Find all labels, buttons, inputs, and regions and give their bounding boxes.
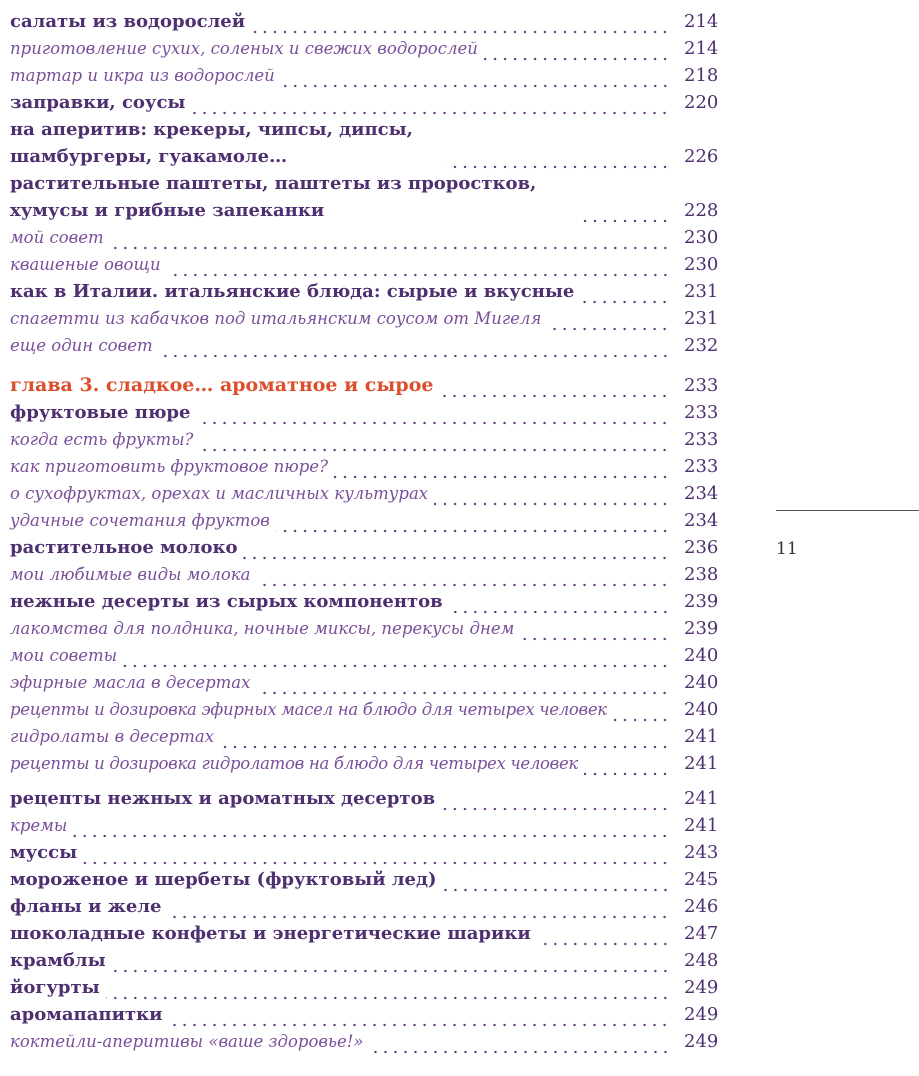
entry-page: 241 xyxy=(684,788,719,809)
dot-leader xyxy=(441,792,670,812)
entry-title: мой совет xyxy=(10,228,104,247)
entry-title: квашеные овощи xyxy=(10,255,161,274)
entry-title: йогурты xyxy=(10,977,100,998)
dot-leader xyxy=(334,460,670,480)
entry-title: фруктовые пюре xyxy=(10,402,191,423)
entry-page: 241 xyxy=(684,753,719,774)
table-of-contents xyxy=(10,8,718,1055)
entry-title: кремы xyxy=(10,816,68,835)
entry-page: 238 xyxy=(684,564,719,585)
entry-title: когда есть фрукты? xyxy=(10,430,194,449)
entry-title: фланы и желе xyxy=(10,896,162,917)
entry-page: 233 xyxy=(684,402,719,423)
toc-entry xyxy=(10,588,718,615)
toc-entry xyxy=(10,89,718,116)
toc-entry xyxy=(10,8,718,35)
entry-page: 247 xyxy=(684,923,719,944)
entry-page: 245 xyxy=(684,869,719,890)
toc-entry xyxy=(10,893,718,920)
dot-leader xyxy=(83,846,670,866)
dot-leader xyxy=(434,487,670,507)
entry-title: гидролаты в десертах xyxy=(10,727,215,746)
entry-title: аромапапитки xyxy=(10,1004,163,1025)
toc-entry xyxy=(10,561,718,588)
entry-page: 230 xyxy=(684,254,719,275)
dot-leader xyxy=(484,42,670,62)
toc-entry xyxy=(10,1001,718,1028)
toc-entry xyxy=(10,785,718,812)
dot-leader xyxy=(520,622,670,642)
dot-leader xyxy=(220,730,670,750)
entry-page: 233 xyxy=(684,375,719,396)
toc-entry xyxy=(10,480,718,507)
entry-title: мои любимые виды молока xyxy=(10,565,251,584)
dot-leader xyxy=(446,150,670,170)
toc-entry xyxy=(10,750,718,777)
entry-page: 249 xyxy=(684,1031,719,1052)
entry-title: муссы xyxy=(10,842,78,863)
toc-entry xyxy=(10,224,718,251)
margin-rule xyxy=(776,510,919,511)
dot-leader xyxy=(112,954,670,974)
dot-leader xyxy=(73,819,670,839)
dot-leader xyxy=(159,339,670,359)
entry-page: 214 xyxy=(684,11,719,32)
entry-page: 239 xyxy=(684,618,719,639)
dot-leader xyxy=(168,1008,670,1028)
entry-page: 241 xyxy=(684,726,719,747)
section-gap xyxy=(10,359,718,372)
toc-entry xyxy=(10,399,718,426)
dot-leader xyxy=(547,312,670,332)
toc-entry xyxy=(10,866,718,893)
entry-title: как приготовить фруктовое пюре? xyxy=(10,457,328,476)
entry-page: 239 xyxy=(684,591,719,612)
dot-leader xyxy=(439,379,670,399)
dot-leader xyxy=(191,96,670,116)
toc-entry xyxy=(10,615,718,642)
entry-page: 236 xyxy=(684,537,719,558)
entry-title: тартар и икра из водорослей xyxy=(10,66,275,85)
entry-page: 233 xyxy=(684,429,719,450)
entry-title: как в Италии. итальянские блюда: сырые и вкусные xyxy=(10,281,575,302)
dot-leader xyxy=(243,541,670,561)
toc-entry xyxy=(10,696,718,723)
entry-page: 246 xyxy=(684,896,719,917)
toc-entry xyxy=(10,669,718,696)
entry-title: удачные сочетания фруктов xyxy=(10,511,270,530)
entry-title: о сухофруктах, орехах и масличных культурах xyxy=(10,484,429,503)
entry-title: лакомства для полдника, ночные миксы, перекусы днем xyxy=(10,619,515,638)
page-number: 11 xyxy=(776,539,798,559)
entry-title: рецепты и дозировка гидролатов на блюдо для четырех человек xyxy=(10,754,578,773)
entry-title: заправки, соусы xyxy=(10,92,186,113)
entry-page: 220 xyxy=(684,92,719,113)
entry-page: 249 xyxy=(684,1004,719,1025)
section-gap xyxy=(10,777,718,785)
dot-leader xyxy=(443,873,670,893)
dot-leader xyxy=(580,285,670,305)
entry-title: спагетти из кабачков под итальянским соусом от Мигеля xyxy=(10,309,542,328)
dot-leader xyxy=(106,981,670,1001)
toc-entry xyxy=(10,426,718,453)
entry-page: 240 xyxy=(684,645,719,666)
toc-entry xyxy=(10,35,718,62)
entry-page: 232 xyxy=(684,335,719,356)
entry-page: 240 xyxy=(684,672,719,693)
entry-page: 234 xyxy=(684,510,719,531)
dot-leader xyxy=(370,1035,670,1055)
toc-entry xyxy=(10,947,718,974)
dot-leader xyxy=(167,258,670,278)
dot-leader xyxy=(167,900,670,920)
toc-entry xyxy=(10,332,718,359)
toc-entry xyxy=(10,170,718,224)
entry-title: нежные десерты из сырых компонентов xyxy=(10,591,443,612)
entry-title: рецепты нежных и ароматных десертов xyxy=(10,788,436,809)
dot-leader xyxy=(281,69,670,89)
entry-page: 233 xyxy=(684,456,719,477)
toc-entry xyxy=(10,839,718,866)
entry-page: 234 xyxy=(684,483,719,504)
toc-entry xyxy=(10,974,718,1001)
entry-title: глава 3. сладкое… ароматное и сырое xyxy=(10,374,434,396)
entry-page: 249 xyxy=(684,977,719,998)
entry-page: 214 xyxy=(684,38,719,59)
entry-title: на аперитив: крекеры, чипсы, дипсы, шамбургеры, гуакамоле… xyxy=(10,119,413,167)
entry-page: 228 xyxy=(684,200,719,221)
toc-entry xyxy=(10,723,718,750)
toc-entry xyxy=(10,116,718,170)
toc-entry xyxy=(10,642,718,669)
entry-title: еще один совет xyxy=(10,336,153,355)
dot-leader xyxy=(449,595,670,615)
dot-leader xyxy=(196,406,670,426)
entry-title: коктейли-аперитивы «ваше здоровье!» xyxy=(10,1032,364,1051)
entry-page: 231 xyxy=(684,281,719,302)
entry-title: крамблы xyxy=(10,950,106,971)
entry-page: 240 xyxy=(684,699,719,720)
dot-leader xyxy=(276,514,670,534)
entry-title: салаты из водорослей xyxy=(10,11,246,32)
toc-entry xyxy=(10,305,718,332)
dot-leader xyxy=(537,927,670,947)
dot-leader xyxy=(123,649,670,669)
toc-chapter-heading xyxy=(10,372,718,399)
dot-leader xyxy=(251,15,670,35)
entry-title: мороженое и шербеты (фруктовый лед) xyxy=(10,869,437,890)
entry-page: 226 xyxy=(684,146,719,167)
entry-page: 231 xyxy=(684,308,719,329)
entry-page: 243 xyxy=(684,842,719,863)
entry-page: 248 xyxy=(684,950,719,971)
dot-leader xyxy=(199,433,670,453)
entry-title: эфирные масла в десертах xyxy=(10,673,251,692)
toc-entry xyxy=(10,920,718,947)
entry-title: приготовление сухих, соленых и свежих водорослей xyxy=(10,39,478,58)
toc-entry xyxy=(10,812,718,839)
dot-leader xyxy=(110,231,670,251)
toc-entry xyxy=(10,278,718,305)
toc-entry xyxy=(10,251,718,278)
dot-leader xyxy=(256,568,670,588)
entry-title: шоколадные конфеты и энергетические шарики xyxy=(10,923,531,944)
dot-leader xyxy=(584,757,670,777)
entry-title: растительное молоко xyxy=(10,537,238,558)
entry-title: растительные паштеты, паштеты из проростков, хумусы и грибные запеканки xyxy=(10,173,537,221)
toc-entry xyxy=(10,507,718,534)
entry-page: 230 xyxy=(684,227,719,248)
entry-page: 218 xyxy=(684,65,719,86)
dot-leader xyxy=(256,676,670,696)
toc-entry xyxy=(10,1028,718,1055)
dot-leader xyxy=(613,703,670,723)
toc-entry xyxy=(10,62,718,89)
entry-title: рецепты и дозировка эфирных масел на блюдо для четырех человек xyxy=(10,700,607,719)
toc-entry xyxy=(10,534,718,561)
dot-leader xyxy=(576,204,670,224)
toc-entry xyxy=(10,453,718,480)
entry-page: 241 xyxy=(684,815,719,836)
entry-title: мои советы xyxy=(10,646,118,665)
